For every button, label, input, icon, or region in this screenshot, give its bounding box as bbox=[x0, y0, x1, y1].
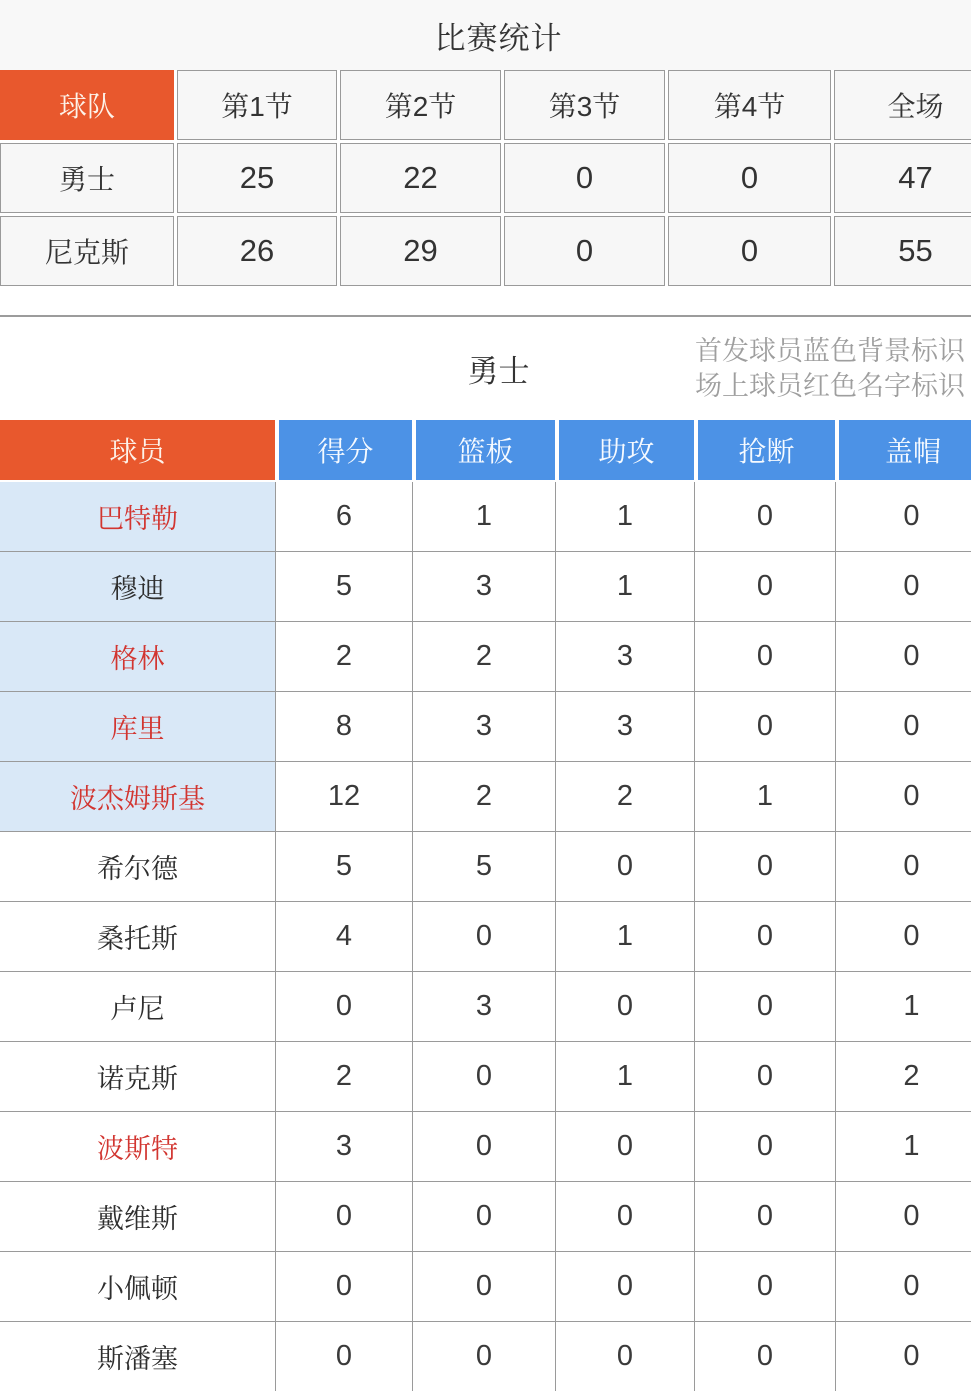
quarter-score-cell: 0 bbox=[668, 216, 831, 286]
player-col-header: 抢断 bbox=[695, 420, 835, 480]
player-stat-cell: 1 bbox=[836, 972, 971, 1041]
player-stat-cell: 0 bbox=[836, 482, 971, 551]
player-col-header: 得分 bbox=[276, 420, 412, 480]
player-stat-cell: 0 bbox=[556, 1252, 694, 1321]
legend-line-oncourt: 场上球员红色名字标识 bbox=[695, 371, 965, 401]
player-stat-cell: 0 bbox=[276, 1252, 412, 1321]
player-stat-cell: 0 bbox=[695, 1252, 835, 1321]
quarter-score-cell: 47 bbox=[834, 143, 971, 213]
team-title: 勇士 bbox=[467, 354, 530, 389]
player-stat-cell: 0 bbox=[695, 552, 835, 621]
quarter-score-cell: 29 bbox=[340, 216, 501, 286]
quarter-score-table bbox=[0, 70, 971, 286]
player-stat-cell: 0 bbox=[276, 1182, 412, 1251]
player-stat-cell: 1 bbox=[556, 482, 694, 551]
player-stat-cell: 0 bbox=[413, 1042, 555, 1111]
player-stat-cell: 0 bbox=[695, 972, 835, 1041]
player-stat-cell: 0 bbox=[836, 622, 971, 691]
player-stat-cell: 3 bbox=[556, 692, 694, 761]
player-stat-cell: 2 bbox=[413, 762, 555, 831]
score-corner-header: 球队 bbox=[0, 70, 174, 140]
player-stat-cell: 0 bbox=[836, 1182, 971, 1251]
score-col-header: 第4节 bbox=[668, 70, 831, 140]
player-name-cell: 穆迪 bbox=[0, 552, 275, 621]
player-name-cell: 桑托斯 bbox=[0, 902, 275, 971]
player-stat-cell: 0 bbox=[695, 1322, 835, 1391]
player-stat-cell: 3 bbox=[556, 622, 694, 691]
player-stat-cell: 2 bbox=[836, 1042, 971, 1111]
player-stat-cell: 3 bbox=[413, 692, 555, 761]
player-stat-cell: 0 bbox=[413, 1322, 555, 1391]
player-stat-cell: 6 bbox=[276, 482, 412, 551]
score-col-header: 第2节 bbox=[340, 70, 501, 140]
player-col-header: 盖帽 bbox=[836, 420, 971, 480]
player-stat-cell: 0 bbox=[695, 1042, 835, 1111]
player-stat-cell: 12 bbox=[276, 762, 412, 831]
player-stat-cell: 2 bbox=[276, 1042, 412, 1111]
player-stat-cell: 0 bbox=[836, 902, 971, 971]
player-stat-cell: 0 bbox=[556, 1112, 694, 1181]
player-name-cell: 波杰姆斯基 bbox=[0, 762, 275, 831]
player-stat-cell: 5 bbox=[413, 832, 555, 901]
player-stat-cell: 3 bbox=[413, 552, 555, 621]
quarter-score-cell: 55 bbox=[834, 216, 971, 286]
player-stats-table bbox=[0, 482, 971, 1391]
player-stat-cell: 0 bbox=[413, 902, 555, 971]
player-name-cell: 巴特勒 bbox=[0, 482, 275, 551]
player-stat-cell: 0 bbox=[695, 1112, 835, 1181]
player-stat-cell: 0 bbox=[836, 762, 971, 831]
player-name-cell: 波斯特 bbox=[0, 1112, 275, 1181]
player-stat-cell: 0 bbox=[276, 972, 412, 1041]
quarter-score-cell: 0 bbox=[504, 216, 665, 286]
player-stat-cell: 0 bbox=[556, 972, 694, 1041]
team-name-cell: 勇士 bbox=[0, 143, 174, 213]
legend-line-starters: 首发球员蓝色背景标识 bbox=[695, 336, 965, 366]
player-corner-header: 球员 bbox=[0, 420, 275, 480]
player-stat-cell: 1 bbox=[695, 762, 835, 831]
player-stat-cell: 1 bbox=[413, 482, 555, 551]
player-stat-cell: 3 bbox=[413, 972, 555, 1041]
player-name-cell: 卢尼 bbox=[0, 972, 275, 1041]
player-stat-cell: 4 bbox=[276, 902, 412, 971]
player-stat-cell: 2 bbox=[556, 762, 694, 831]
player-name-cell: 小佩顿 bbox=[0, 1252, 275, 1321]
player-stat-cell: 1 bbox=[556, 902, 694, 971]
player-stat-cell: 0 bbox=[695, 482, 835, 551]
player-stat-cell: 1 bbox=[836, 1112, 971, 1181]
player-stat-cell: 5 bbox=[276, 552, 412, 621]
page-title: 比赛统计 bbox=[0, 0, 971, 70]
score-col-header: 第1节 bbox=[177, 70, 337, 140]
player-stat-cell: 3 bbox=[276, 1112, 412, 1181]
legend-note bbox=[695, 334, 965, 404]
quarter-score-cell: 0 bbox=[668, 143, 831, 213]
score-col-header: 第3节 bbox=[504, 70, 665, 140]
player-stat-cell: 0 bbox=[695, 692, 835, 761]
player-stat-cell: 0 bbox=[695, 832, 835, 901]
player-stat-cell: 0 bbox=[695, 902, 835, 971]
player-stat-cell: 2 bbox=[276, 622, 412, 691]
player-table-header bbox=[0, 420, 971, 480]
player-stat-cell: 0 bbox=[413, 1182, 555, 1251]
player-name-cell: 戴维斯 bbox=[0, 1182, 275, 1251]
quarter-score-cell: 25 bbox=[177, 143, 337, 213]
player-stat-cell: 0 bbox=[836, 692, 971, 761]
player-stat-cell: 0 bbox=[695, 1182, 835, 1251]
player-stat-cell: 0 bbox=[836, 832, 971, 901]
player-stat-cell: 0 bbox=[695, 622, 835, 691]
player-stat-cell: 0 bbox=[413, 1112, 555, 1181]
player-col-header: 助攻 bbox=[556, 420, 694, 480]
player-stat-cell: 0 bbox=[413, 1252, 555, 1321]
player-name-cell: 诺克斯 bbox=[0, 1042, 275, 1111]
player-stat-cell: 0 bbox=[556, 1322, 694, 1391]
quarter-score-cell: 0 bbox=[504, 143, 665, 213]
player-name-cell: 斯潘塞 bbox=[0, 1322, 275, 1391]
score-col-header: 全场 bbox=[834, 70, 971, 140]
player-stat-cell: 5 bbox=[276, 832, 412, 901]
quarter-score-cell: 26 bbox=[177, 216, 337, 286]
player-stat-cell: 0 bbox=[276, 1322, 412, 1391]
player-name-cell: 库里 bbox=[0, 692, 275, 761]
player-stat-cell: 1 bbox=[556, 552, 694, 621]
player-stat-cell: 0 bbox=[836, 552, 971, 621]
player-stat-cell: 8 bbox=[276, 692, 412, 761]
player-stat-cell: 1 bbox=[556, 1042, 694, 1111]
team-name-cell: 尼克斯 bbox=[0, 216, 174, 286]
player-name-cell: 希尔德 bbox=[0, 832, 275, 901]
player-stat-cell: 0 bbox=[556, 832, 694, 901]
player-stat-cell: 2 bbox=[413, 622, 555, 691]
team-section-header bbox=[0, 317, 971, 420]
player-name-cell: 格林 bbox=[0, 622, 275, 691]
player-col-header: 篮板 bbox=[413, 420, 555, 480]
quarter-score-cell: 22 bbox=[340, 143, 501, 213]
player-stat-cell: 0 bbox=[556, 1182, 694, 1251]
player-stat-cell: 0 bbox=[836, 1322, 971, 1391]
player-stat-cell: 0 bbox=[836, 1252, 971, 1321]
